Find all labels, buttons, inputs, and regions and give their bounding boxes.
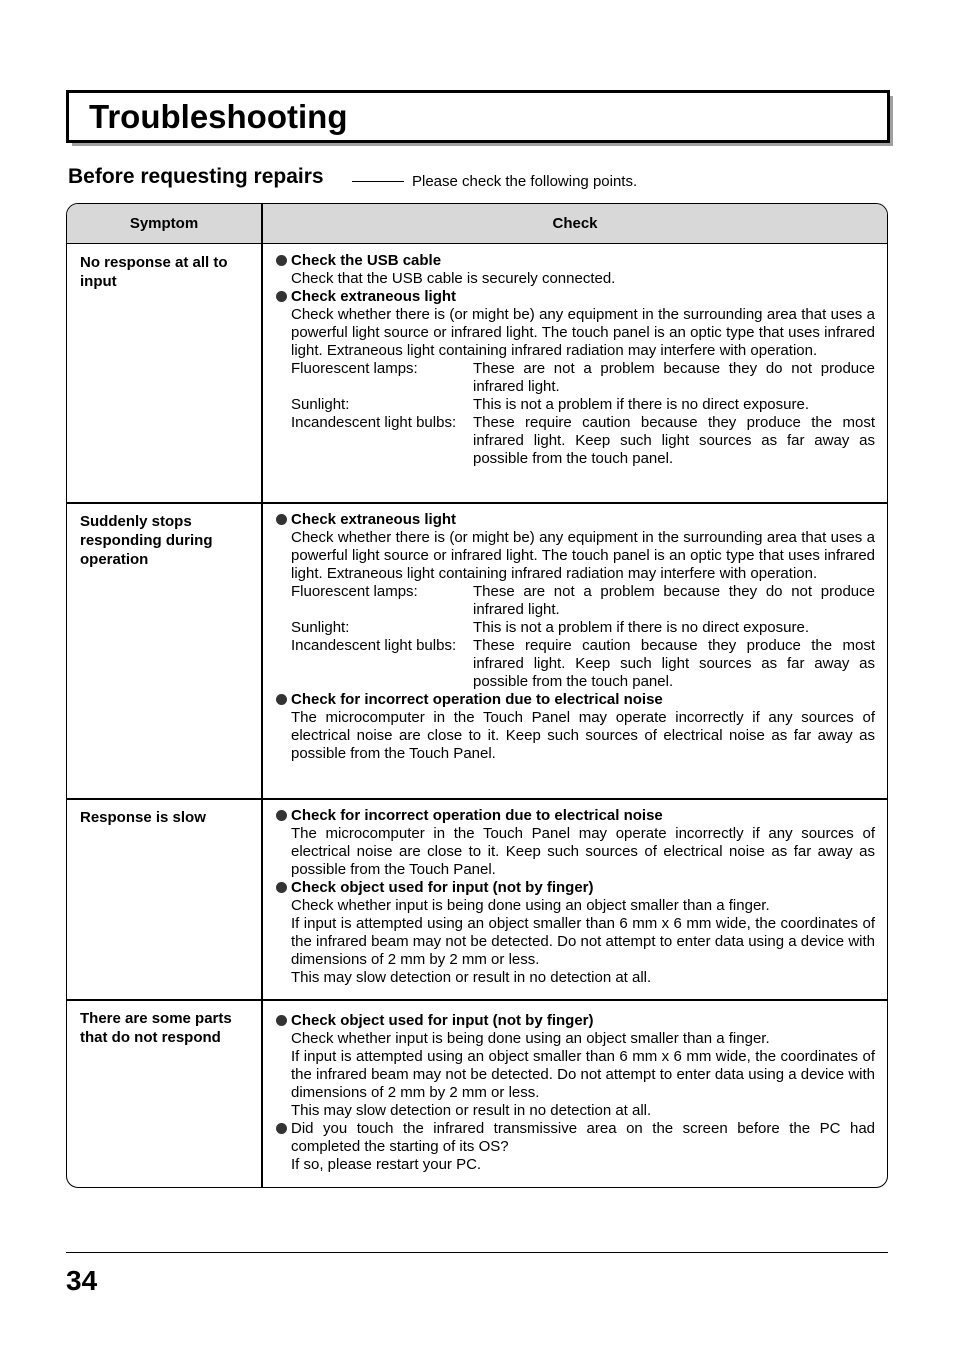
check-item [275,879,875,987]
row-4-symptom: There are some parts that do not respond [80,1010,232,1046]
light-source-name: Incandescent light bulbs: [291,414,457,431]
light-source-desc: These are not a problem because they do not produce infrared light. [473,360,875,395]
row-1-checks [275,252,875,468]
bullet-icon [276,882,287,893]
column-divider [261,204,263,1187]
check-heading: Check for incorrect operation due to electrical noise [291,691,663,708]
light-source-desc: These are not a problem because they do not produce infrared light. [473,583,875,618]
header-check: Check [552,215,598,232]
light-source-desc: This is not a problem if there is no direct exposure. [473,396,809,413]
light-source-name: Fluorescent lamps: [291,360,418,377]
light-source-desc: These require caution because they produce the most infrared light. Keep such light sources as far away as possible from the touch panel. [473,637,875,690]
header-symptom: Symptom [129,215,199,232]
light-source-name: Incandescent light bulbs: [291,637,457,654]
light-source-row [275,583,875,619]
page-number: 34 [66,1265,98,1296]
section-note: Please check the following points. [412,173,638,190]
check-heading: Check extraneous light [291,288,457,305]
bullet-icon [276,291,287,302]
bullet-icon [276,514,287,525]
check-heading: Check the USB cable [291,252,442,269]
heading-rule [352,181,404,182]
check-body: Check whether input is being done using an object smaller than a finger. [291,897,770,914]
check-body: This may slow detection or result in no detection at all. [291,969,652,986]
check-body: Check that the USB cable is securely connected. [291,270,616,287]
row-divider [67,999,887,1001]
row-2-checks [275,511,875,763]
check-body: If so, please restart your PC. [291,1156,482,1173]
check-body: The microcomputer in the Touch Panel may operate incorrectly if any sources of electrical noise are close to it. Keep such sources of electrical noise as far away as possible from the Touch Panel. [291,825,875,878]
footer-rule [66,1252,888,1253]
table-header [67,204,887,244]
check-item [275,1120,875,1174]
light-source-row [275,360,875,396]
row-3-checks [275,807,875,987]
page-title: Troubleshooting [89,98,348,135]
troubleshooting-table [66,203,888,1188]
check-body: This may slow detection or result in no detection at all. [291,1102,652,1119]
bullet-icon [276,1015,287,1026]
bullet-icon [276,694,287,705]
row-2-symptom: Suddenly stops responding during operation [80,513,213,568]
light-source-row [275,396,875,414]
check-heading: Check extraneous light [291,511,457,528]
check-item [275,511,875,691]
check-heading: Check for incorrect operation due to electrical noise [291,807,663,824]
section-heading: Before requesting repairs [68,165,324,188]
bullet-icon [276,1123,287,1134]
light-source-row [275,414,875,468]
light-source-desc: This is not a problem if there is no direct exposure. [473,619,809,636]
light-source-name: Sunlight: [291,396,350,413]
check-body: If input is attempted using an object smaller than 6 mm x 6 mm wide, the coordinates of the infrared beam may not be detected. Do not attempt to enter data using a device with dimensions of 2 mm by 2 mm or less. [291,1048,875,1101]
check-body: Check whether there is (or might be) any equipment in the surrounding area that uses a powerful light source or infrared light. The touch panel is an optic type that uses infrared light. Extraneous light containing infrared radiation may interfere with operation. [291,306,875,359]
check-item [275,1012,875,1120]
row-divider [67,798,887,800]
check-item [275,252,875,288]
row-1-symptom: No response at all to input [80,254,228,290]
check-body: If input is attempted using an object smaller than 6 mm x 6 mm wide, the coordinates of the infrared beam may not be detected. Do not attempt to enter data using a device with dimensions of 2 mm by 2 mm or less. [291,915,875,968]
check-body: Check whether there is (or might be) any equipment in the surrounding area that uses a powerful light source or infrared light. The touch panel is an optic type that uses infrared light. Extraneous light containing infrared radiation may interfere with operation. [291,529,875,582]
light-source-name: Fluorescent lamps: [291,583,418,600]
check-item [275,807,875,879]
light-source-row [275,637,875,691]
check-body: The microcomputer in the Touch Panel may operate incorrectly if any sources of electrical noise are close to it. Keep such sources of electrical noise as far away as possible from the Touch Panel. [291,709,875,762]
light-source-desc: These require caution because they produce the most infrared light. Keep such light sources as far away as possible from the touch panel. [473,414,875,467]
light-source-row [275,619,875,637]
light-source-name: Sunlight: [291,619,350,636]
check-body: Check whether input is being done using an object smaller than a finger. [291,1030,770,1047]
row-3-symptom: Response is slow [80,809,206,826]
bullet-icon [276,810,287,821]
title-box [66,90,890,143]
check-heading: Check object used for input (not by finger) [291,879,594,896]
bullet-icon [276,255,287,266]
check-heading: Check object used for input (not by finger) [291,1012,594,1029]
row-divider [67,502,887,504]
row-4-checks [275,1012,875,1174]
check-paragraph: Did you touch the infrared transmissive area on the screen before the PC had completed the starting of its OS? [291,1120,875,1155]
check-item [275,288,875,468]
check-item [275,691,875,763]
